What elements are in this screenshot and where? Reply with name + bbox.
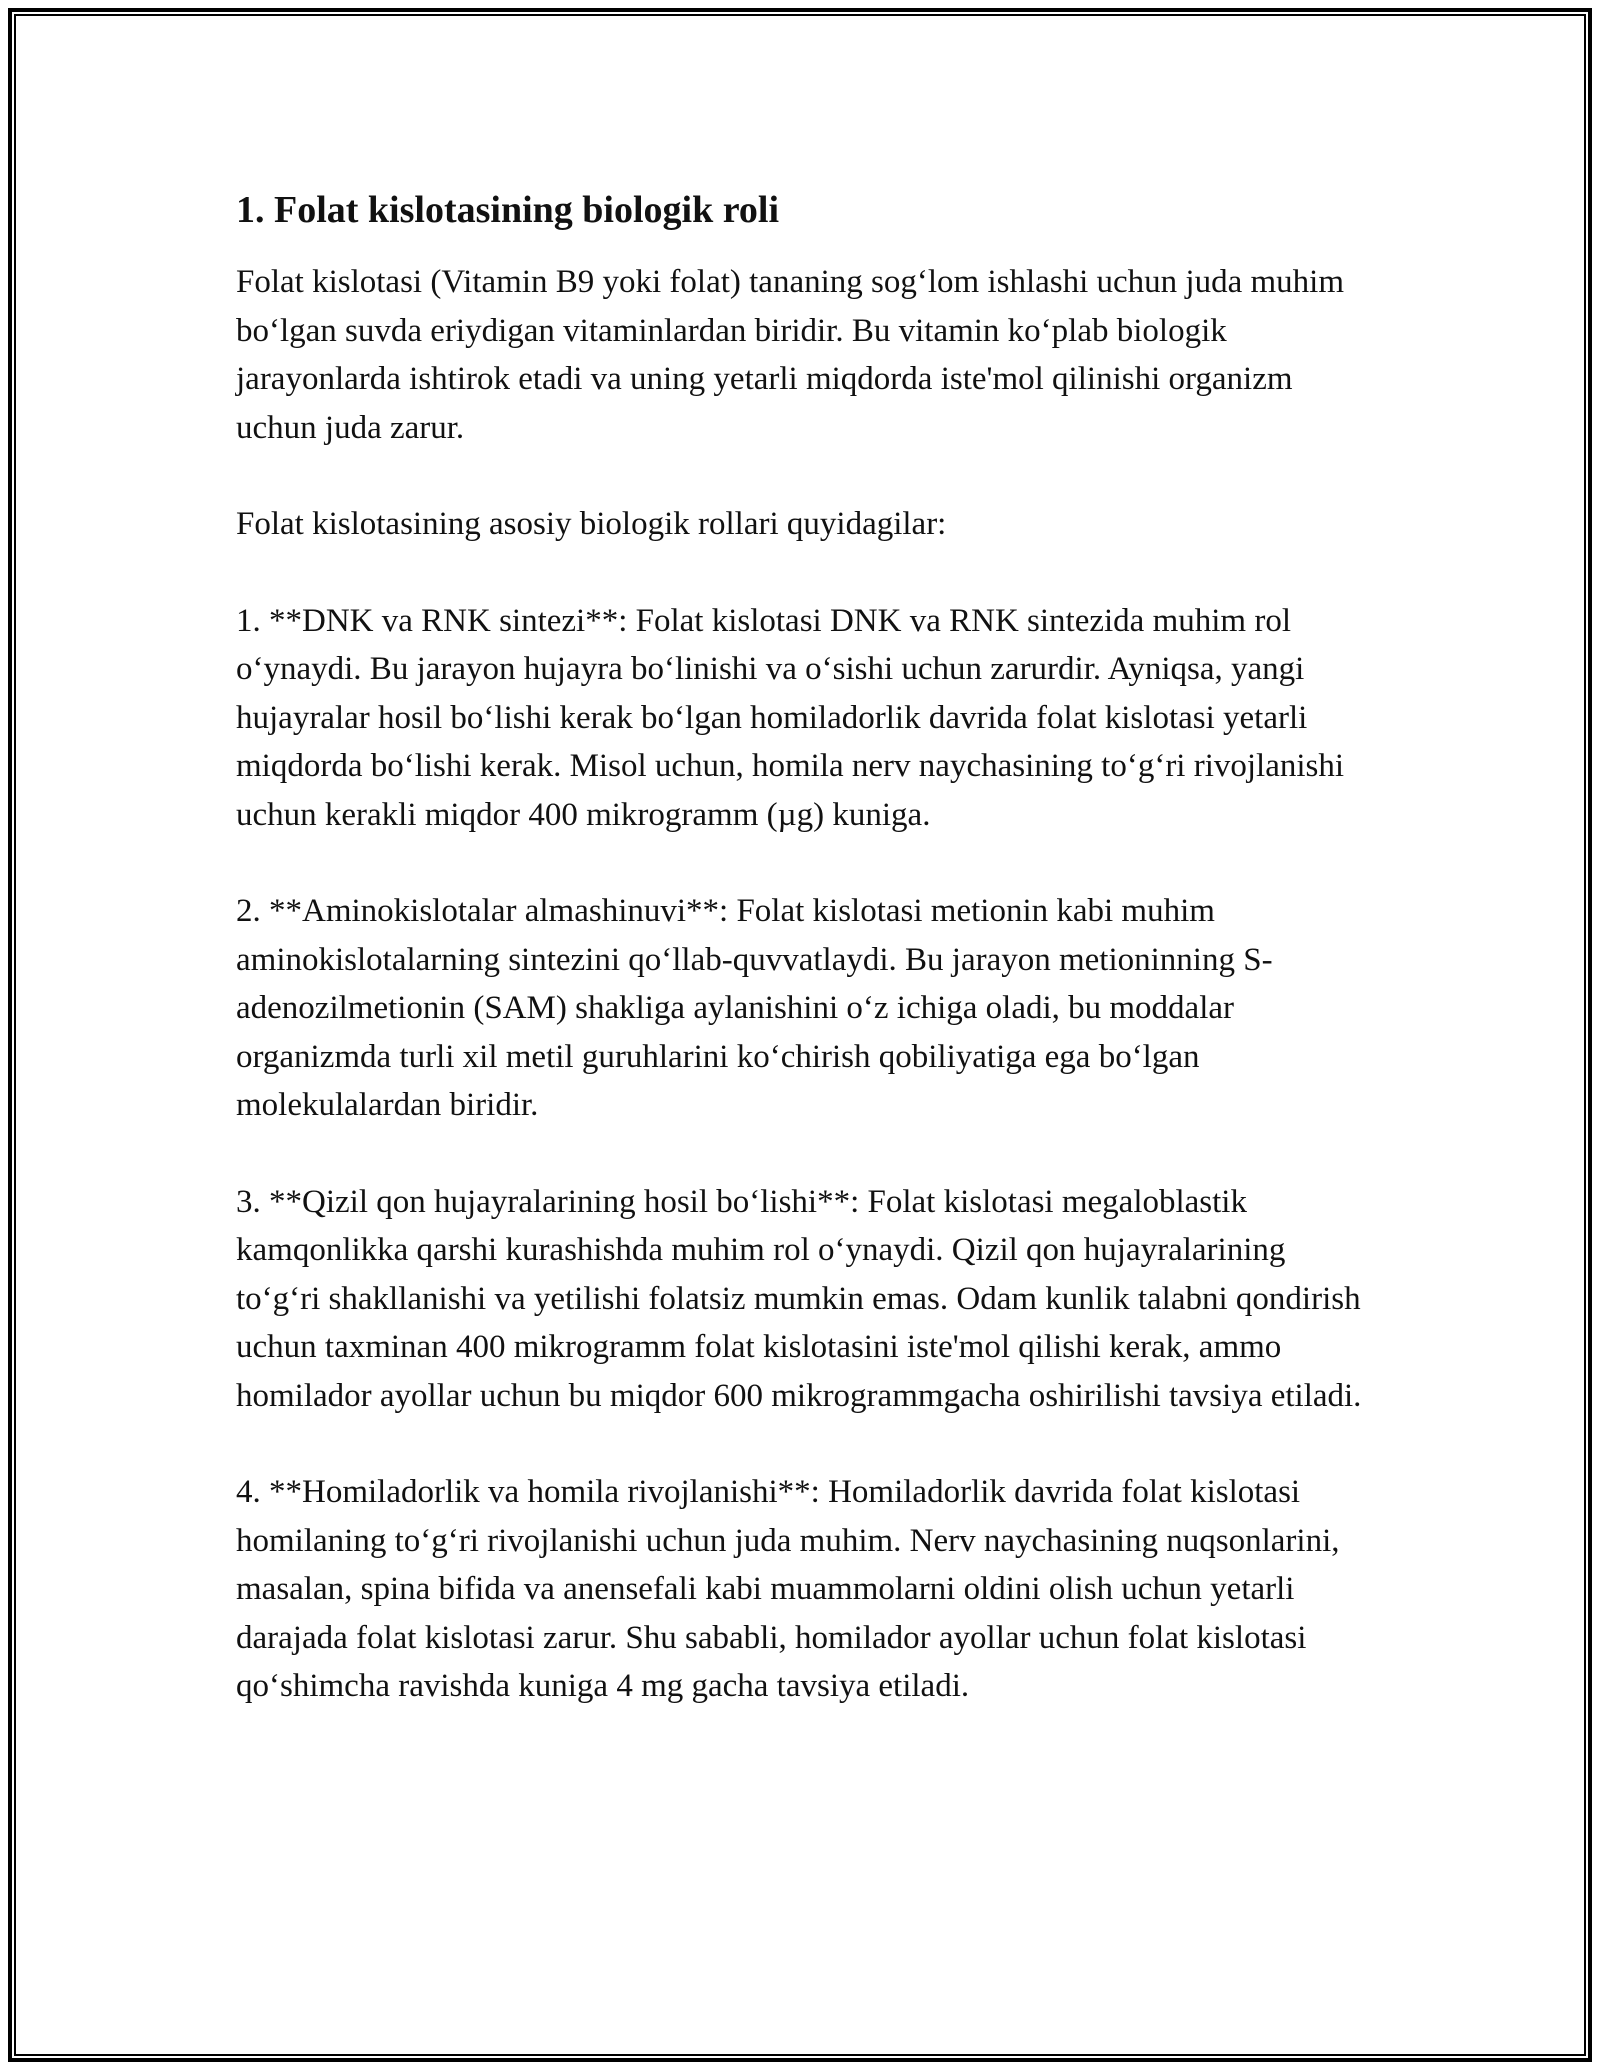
document-title: 1. Folat kislotasining biologik roli: [236, 189, 780, 231]
intro-paragraph: Folat kislotasi (Vitamin B9 yoki folat) tananing sog‘lom ishlashi uchun juda muhim bo‘lgan suvda eriydigan vitaminlardan biridir. Bu vitamin ko‘plab biologik jarayonlarda ishtirok etadi va uning yetarli miqdorda iste'mol qilinishi organizm uchun juda zarur.: [236, 264, 1344, 446]
list-item-pregnancy: 4. **Homiladorlik va homila rivojlanishi**: Homiladorlik davrida folat kislotasi homilaning to‘g‘ri rivojlanishi uchun juda muhim. Nerv naychasining nuqsonlarini, masalan, spina bifida va anensefali kabi muammolarni oldini olish uchun yetarli darajada folat kislotasi zarur. Shu sababli, homilador ayollar uchun folat kislotasi qo‘shimcha ravishda kuniga 4 mg gacha tavsiya etiladi.: [236, 1474, 1340, 1704]
list-item-amino-acid-metabolism: 2. **Aminokislotalar almashinuvi**: Folat kislotasi metionin kabi muhim aminokislotalarning sintezini qo‘llab-quvvatlaydi. Bu jarayon metioninning S-adenozilmetionin (SAM) shakliga aylanishini o‘z ichiga oladi, bu moddalar organizmda turli xil metil guruhlarini ko‘chirish qobiliyatiga ega bo‘lgan molekulalardan biridir.: [236, 893, 1273, 1123]
list-item-dna-rna-synthesis: 1. **DNK va RNK sintezi**: Folat kislotasi DNK va RNK sintezida muhim rol o‘ynaydi. Bu jarayon hujayra bo‘linishi va o‘sishi uchun zarurdir. Ayniqsa, yangi hujayralar hosil bo‘lishi kerak bo‘lgan homiladorlik davrida folat kislotasi yetarli miqdorda bo‘lishi kerak. Misol uchun, homila nerv naychasining to‘g‘ri rivojlanishi uchun kerakli miqdor 400 mikrogramm (µg) kuniga.: [236, 602, 1345, 833]
document-body: [236, 186, 1366, 1759]
list-item-red-blood-cells: 3. **Qizil qon hujayralarining hosil bo‘lishi**: Folat kislotasi megaloblastik kamqonlikka qarshi kurashishda muhim rol o‘ynaydi. Qizil qon hujayralarining to‘g‘ri shakllanishi va yetilishi folatsiz mumkin emas. Odam kunlik talabni qondirish uchun taxminan 400 mikrogramm folat kislotasini iste'mol qilishi kerak, ammo homilador ayollar uchun bu miqdor 600 mikrogrammgacha oshirilishi tavsiya etiladi.: [236, 1183, 1362, 1414]
roles-intro-paragraph: Folat kislotasining asosiy biologik rollari quyidagilar:: [236, 506, 947, 542]
